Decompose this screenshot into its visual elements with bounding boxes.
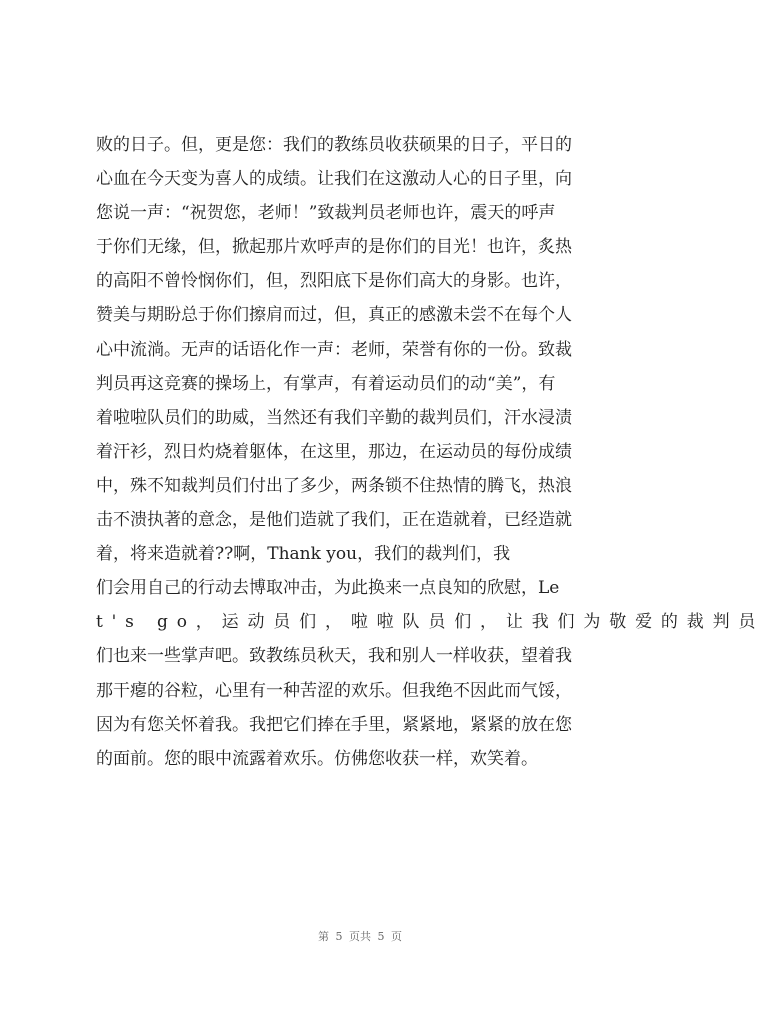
- text-line: 们会用自己的行动去博取冲击，为此换来一点良知的欣慰，Le: [96, 578, 560, 599]
- page-number-footer: 第 5 页共 5 页: [318, 930, 402, 943]
- text-line: 心中流淌。无声的话语化作一声：老师，荣誉有你的一份。致裁: [96, 339, 572, 360]
- text-line: 心血在今天变为喜人的成绩。让我们在这激动人心的日子里，向: [96, 169, 572, 190]
- text-line: 击不溃执著的意念，是他们造就了我们，正在造就着，已经造就: [96, 510, 572, 531]
- text-line: 们也来一些掌声吧。致教练员秋天，我和别人一样收获，望着我: [96, 646, 572, 667]
- text-line: 于你们无缘，但，掀起那片欢呼声的是你们的目光！也许，炙热: [96, 237, 572, 258]
- text-line: 的面前。您的眼中流露着欢乐。仿佛您收获一样，欢笑着。: [96, 748, 538, 769]
- text-line: 判员再这竞赛的操场上，有掌声，有着运动员们的动“美”，有: [96, 373, 556, 394]
- text-line: 着汗衫，烈日灼烧着躯体，在这里，那边，在运动员的每份成绩: [96, 441, 572, 462]
- text-line: t's go，运动员们，啦啦队员们，让我们为敬爱的裁判员: [96, 612, 764, 633]
- text-line: 因为有您关怀着我。我把它们捧在手里，紧紧地，紧紧的放在您: [96, 714, 572, 735]
- body-text: [96, 128, 764, 776]
- text-line: 着，将来造就着??啊，Thank you，我们的裁判们，我: [96, 544, 511, 565]
- text-line: 那干瘪的谷粒，心里有一种苦涩的欢乐。但我绝不因此而气馁，: [96, 680, 572, 701]
- text-line: 败的日子。但，更是您：我们的教练员收获硕果的日子，平日的: [96, 135, 572, 155]
- text-line: 您说一声：“祝贺您，老师！”致裁判员老师也许，震天的呼声: [96, 203, 556, 224]
- text-line: 赞美与期盼总于你们擦肩而过，但，真正的感激未尝不在每个人: [96, 305, 572, 326]
- text-line: 的高阳不曾怜悯你们，但，烈阳底下是你们高大的身影。也许，: [96, 271, 572, 292]
- text-line: 中，殊不知裁判员们付出了多少，两条锁不住热情的腾飞，热浪: [96, 475, 572, 496]
- text-line: 着啦啦队员们的助威，当然还有我们辛勤的裁判员们，汗水浸渍: [96, 407, 572, 428]
